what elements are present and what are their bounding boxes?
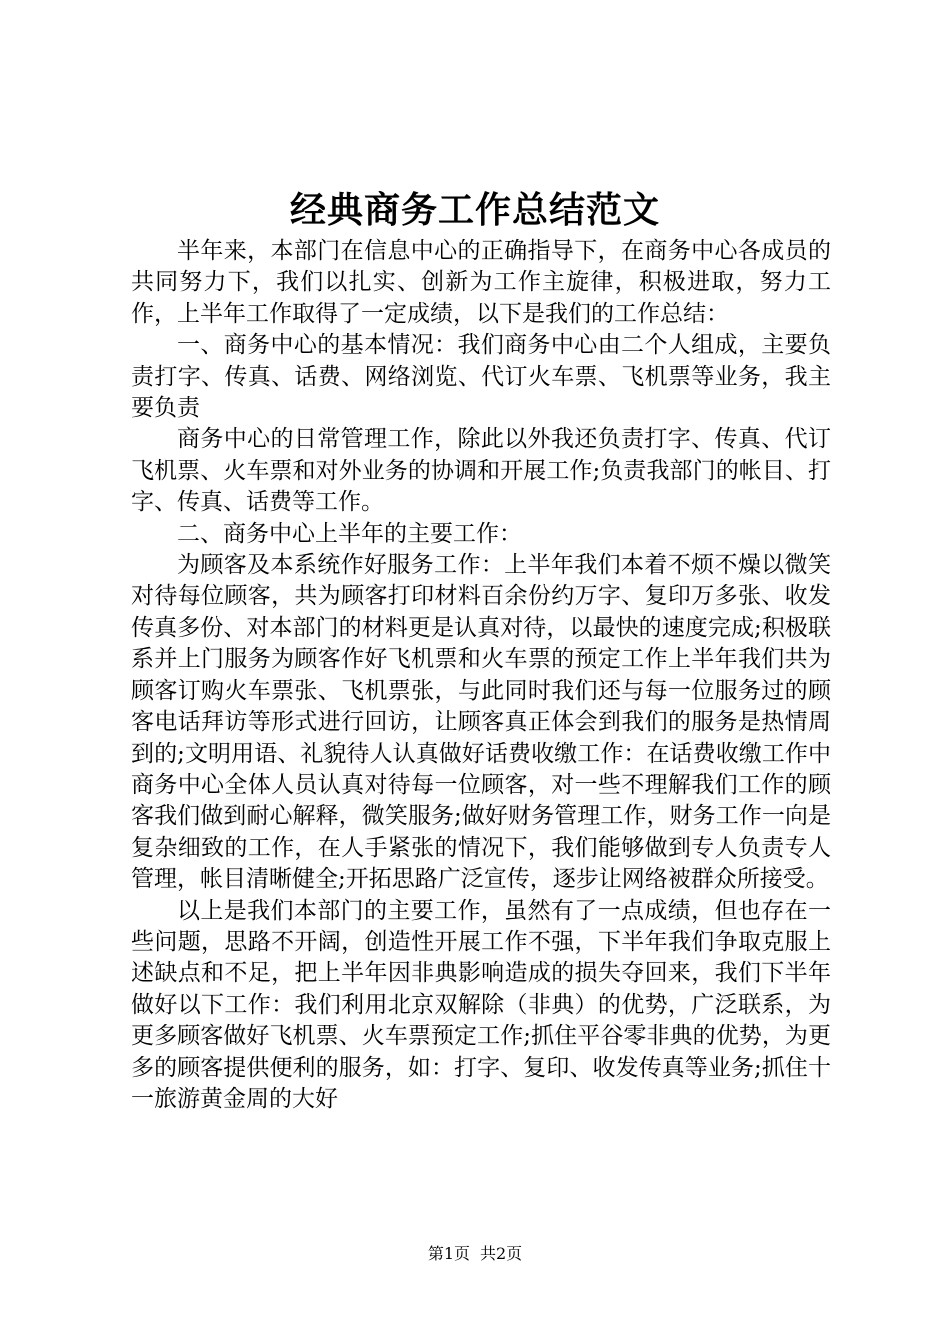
document-title: 经典商务工作总结范文 <box>289 189 660 231</box>
paragraph-section-1: 一、商务中心的基本情况：我们商务中心由二个人组成，主要负责打字、传真、话费、网络浏览、代订火车票、飞机票等业务，我主要负责 <box>131 332 831 422</box>
paragraph-summary-plan: 以上是我们本部门的主要工作，虽然有了一点成绩，但也存在一些问题，思路不开阔，创造性开展工作不强，下半年我们争取克服上述缺点和不足，把上半年因非典影响造成的损失夺回来，我们下半年做好以下工作：我们利用北京双解除（非典）的优势，广泛联系，为更多顾客做好飞机票、火车票预定工作;抓住平谷零非典的优势，为更多的顾客提供便利的服务，如：打字、复印、收发传真等业务;抓住十一旅游黄金周的大好 <box>131 897 831 1112</box>
paragraph-section-2-heading: 二、商务中心上半年的主要工作： <box>177 520 522 547</box>
page-total: 共2页 <box>480 1244 523 1263</box>
paragraph-customer-service: 为顾客及本系统作好服务工作：上半年我们本着不烦不燥以微笑对待每位顾客，共为顾客打印材料百余份约万字、复印万多张、收发传真多份、对本部门的材料更是认真对待，以最快的速度完成;积极联系并上门服务为顾客作好飞机票和火车票的预定工作上半年我们共为顾客订购火车票张、飞机票张，与此同时我们还与每一位服务过的顾客电话拜访等形式进行回访，让顾客真正体会到我们的服务是热情周到的;文明用语、礼貌待人认真做好话费收缴工作：在话费收缴工作中商务中心全体人员认真对待每一位顾客，对一些不理解我们工作的顾客我们做到耐心解释，微笑服务;做好财务管理工作，财务工作一向是复杂细致的工作，在人手紧张的情况下，我们能够做到专人负责专人管理，帐目清晰健全;开拓思路广泛宣传，逐步让网络被群众所接受。 <box>131 552 831 893</box>
paragraph-intro: 半年来，本部门在信息中心的正确指导下，在商务中心各成员的共同努力下，我们以扎实、创新为工作主旋律，积极进取，努力工作，上半年工作取得了一定成绩，以下是我们的工作总结： <box>131 238 831 327</box>
page-footer <box>0 1243 950 1265</box>
page-number: 第1页 <box>427 1244 470 1263</box>
document-body <box>131 236 831 1115</box>
paragraph-daily-management: 商务中心的日常管理工作，除此以外我还负责打字、传真、代订飞机票、火车票和对外业务的协调和开展工作;负责我部门的帐目、打字、传真、话费等工作。 <box>131 426 831 516</box>
